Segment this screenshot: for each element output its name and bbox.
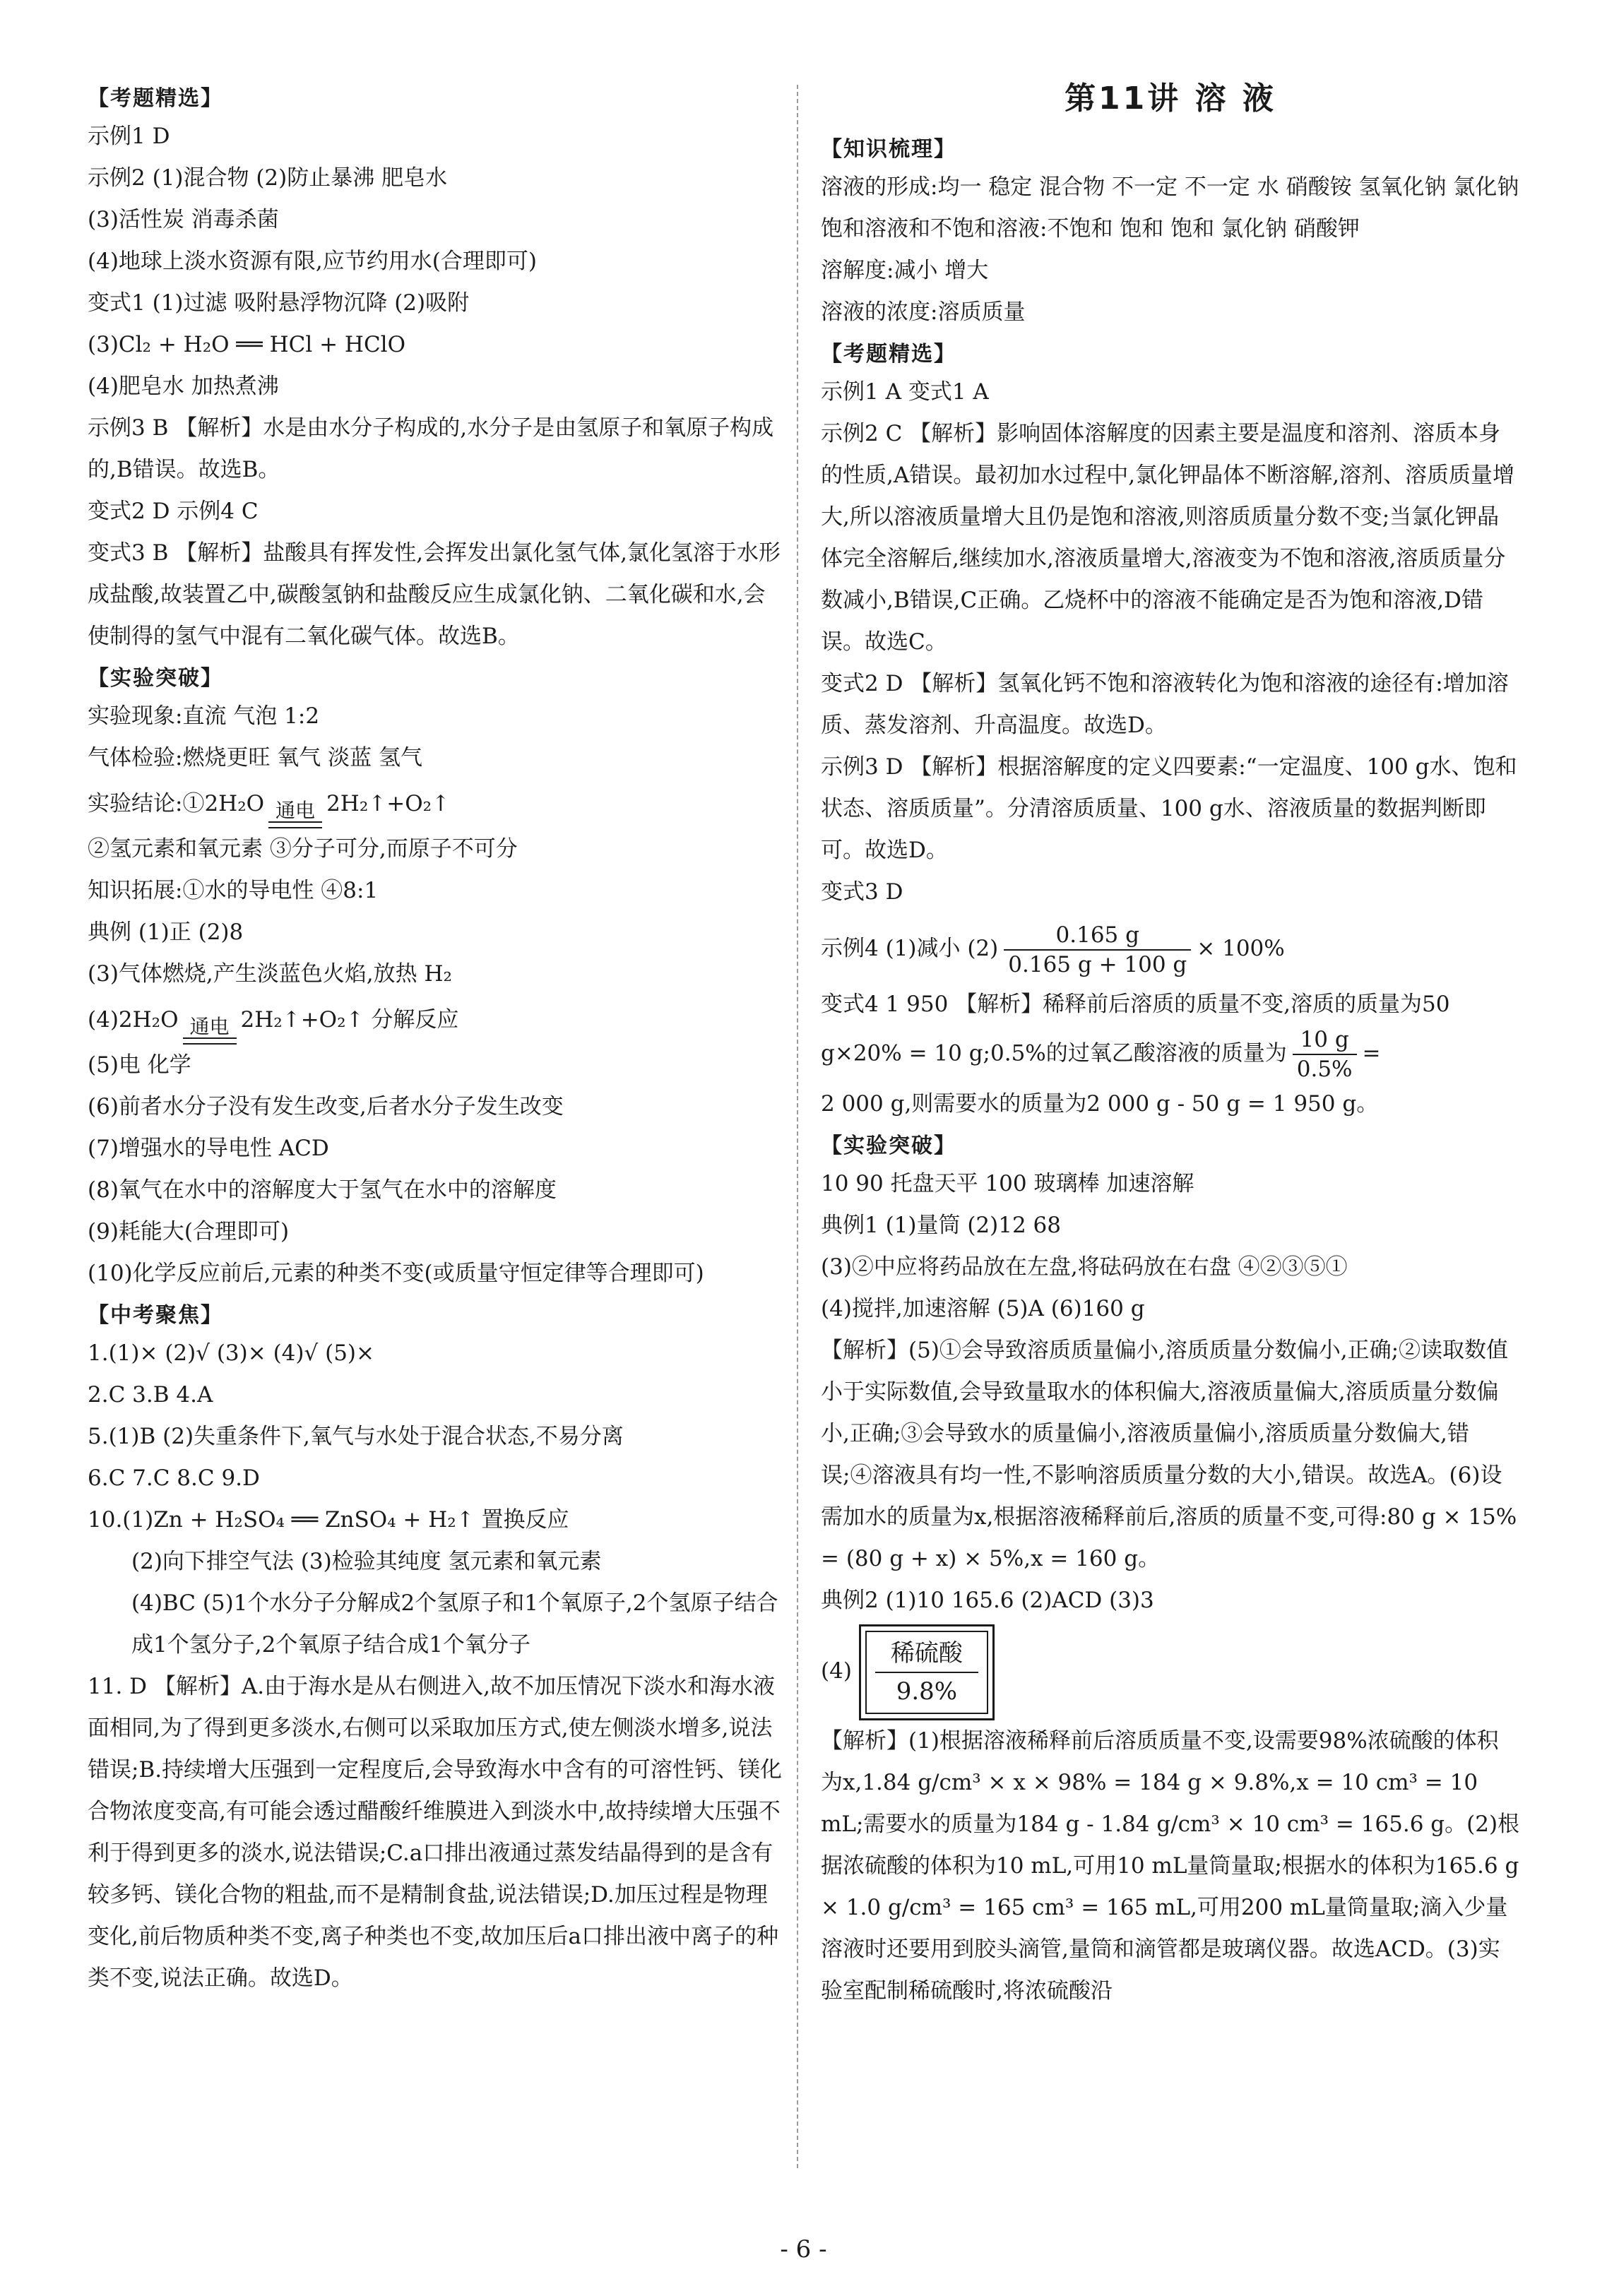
- answer-line: 2 000 g,则需要水的质量为2 000 g - 50 g = 1 950 g。: [821, 1091, 1379, 1117]
- answer-line: 示例1 A 变式1 A: [821, 379, 989, 405]
- answer-paragraph: 【解析】(5)①会导致溶质质量偏小,溶质质量分数偏小,正确;②读取数值小于实际数值,会导致量取水的体积偏大,溶液质量偏大,溶质质量分数偏小,正确;③会导致水的质量偏小,溶液质量偏小,溶质质量分数偏大,错误;④溶液具有均一性,不影响溶质质量分数的大小,错误。故选A。(6)设需加水的质量为x,根据溶液稀释前后,溶质的质量不变,可得:80 g × 15% = (80 g + x) × 5%,x = 160 g。: [821, 1338, 1517, 1571]
- column-divider: [797, 85, 798, 2168]
- answer-line: (4)肥皂水 加热煮沸: [88, 374, 279, 399]
- right-column: [821, 78, 1520, 2012]
- reaction-condition: 通电: [183, 1016, 237, 1045]
- answer-line: (3)活性炭 消毒杀菌: [88, 207, 279, 232]
- answer-line: (3)②中应将药品放在左盘,将砝码放在右盘 ④②③⑤①: [821, 1254, 1348, 1280]
- answer-line: (8)氧气在水中的溶解度大于氢气在水中的溶解度: [88, 1177, 557, 1203]
- answer-line: 6.C 7.C 8.C 9.D: [88, 1465, 260, 1491]
- fraction-tail: × 100%: [1197, 936, 1285, 961]
- answer-line: 示例1 D: [88, 124, 170, 149]
- equation-right: 2H₂↑+O₂↑: [326, 791, 451, 816]
- answer-paragraph: 饱和溶液和不饱和溶液:不饱和 饱和 饱和 氯化钠 硝酸钾: [821, 216, 1360, 242]
- page-number: - 6 -: [780, 2235, 827, 2264]
- answer-line: (3)气体燃烧,产生淡蓝色火焰,放热 H₂: [88, 961, 452, 987]
- answer-line: (2)向下排空气法 (3)检验其纯度 氢元素和氧元素: [131, 1549, 602, 1574]
- answer-line: 1.(1)× (2)√ (3)× (4)√ (5)×: [88, 1340, 374, 1366]
- answer-paragraph: 示例2 C 【解析】影响固体溶解度的因素主要是温度和溶剂、溶质本身的性质,A错误。最初加水过程中,氯化钾晶体不断溶解,溶剂、溶质质量增大,所以溶液质量增大且仍是饱和溶液,则溶质质量分数不变;当氯化钾晶体完全溶解后,继续加水,溶液质量增大,溶液变为不饱和溶液,溶质质量分数减小,B错误,C正确。乙烧杯中的溶液不能确定是否为饱和溶液,D错误。故选C。: [821, 421, 1514, 655]
- paragraph-text: 变式4 1 950 【解析】稀释前后溶质的质量不变,溶质的质量为50 g×20% = 10 g;0.5%的过氧乙酸溶液的质量为: [821, 992, 1450, 1066]
- answer-line: 5.(1)B (2)失重条件下,氧气与水处于混合状态,不易分离: [88, 1424, 624, 1449]
- answer-line: 2.C 3.B 4.A: [88, 1382, 213, 1408]
- equation-line: (3)Cl₂ + H₂O ══ HCl + HClO: [88, 332, 405, 357]
- answer-line: 变式1 (1)过滤 吸附悬浮物沉降 (2)吸附: [88, 290, 470, 316]
- answer-line: (7)增强水的导电性 ACD: [88, 1136, 329, 1161]
- answer-line: 典例 (1)正 (2)8: [88, 920, 244, 945]
- answer-paragraph: (10)化学反应前后,元素的种类不变(或质量守恒定律等合理即可): [88, 1261, 704, 1286]
- section-heading: 【考题精选】: [821, 342, 956, 367]
- answer-line: 溶解度:减小 增大: [821, 258, 989, 283]
- section-heading: 【中考聚焦】: [88, 1303, 223, 1328]
- equation-line: [88, 779, 784, 828]
- answer-line: 典例2 (1)10 165.6 (2)ACD (3)3: [821, 1588, 1154, 1613]
- answer-paragraph: 变式3 B 【解析】盐酸具有挥发性,会挥发出氯化氢气体,氯化氢溶于水形成盐酸,故装置乙中,碳酸氢钠和盐酸反应生成氯化钠、二氧化碳和水,会使制得的氢气中混有二氧化碳气体。故选B。: [88, 540, 781, 649]
- left-column: [88, 78, 784, 1999]
- equation-left: (4)2H₂O: [88, 1007, 179, 1033]
- answer-line: (4)地球上淡水资源有限,应节约用水(合理即可): [88, 249, 537, 274]
- answer-line: ②氢元素和氧元素 ③分子可分,而原子不可分: [88, 836, 518, 862]
- reaction-condition: 通电: [268, 800, 322, 828]
- equation-line: [88, 995, 784, 1045]
- answer-line: 变式2 D 示例4 C: [88, 499, 259, 524]
- answer-paragraph: 变式2 D 【解析】氢氧化钙不饱和溶液转化为饱和溶液的途径有:增加溶质、蒸发溶剂、升高温度。故选D。: [821, 671, 1509, 738]
- fraction: $\frac{10 g}{0.5\%}$: [1293, 1025, 1357, 1083]
- reagent-label: [859, 1624, 995, 1720]
- answer-line: 典例1 (1)量筒 (2)12 68: [821, 1213, 1062, 1238]
- label-line: [821, 1622, 1520, 1720]
- fraction-line: [821, 913, 1520, 984]
- section-heading: 【知识梳理】: [821, 137, 956, 162]
- equation-right: 2H₂↑+O₂↑ 分解反应: [240, 1007, 459, 1033]
- fraction-lead: 示例4 (1)减小 (2): [821, 936, 999, 961]
- answer-paragraph: [821, 984, 1520, 1083]
- answer-paragraph: 溶液的形成:均一 稳定 混合物 不一定 不一定 水 硝酸铵 氢氧化钠 氯化钠: [821, 174, 1519, 200]
- section-heading: 【实验突破】: [88, 666, 223, 691]
- answer-paragraph: (4)BC (5)1个水分子分解成2个氢原子和1个氧原子,2个氢原子结合成1个氢分子,2个氧原子结合成1个氧分子: [131, 1590, 778, 1658]
- answer-line: 10 90 托盘天平 100 玻璃棒 加速溶解: [821, 1171, 1194, 1196]
- answer-line: (6)前者水分子没有发生改变,后者水分子发生改变: [88, 1094, 564, 1119]
- answer-line: 溶液的浓度:溶质质量: [821, 299, 1026, 325]
- chapter-title: 第11讲 溶 液: [1065, 81, 1276, 117]
- answer-line: 实验现象:直流 气泡 1:2: [88, 703, 320, 729]
- item-number: (4): [821, 1658, 852, 1684]
- answer-line: (4)搅拌,加速溶解 (5)A (6)160 g: [821, 1296, 1145, 1321]
- paragraph-text: =: [1362, 1040, 1381, 1066]
- label-name: 稀硫酸: [890, 1638, 963, 1667]
- section-heading: 【实验突破】: [821, 1134, 956, 1158]
- answer-paragraph: 11. D 【解析】A.由于海水是从右侧进入,故不加压情况下淡水和海水液面相同,为了得到更多淡水,右侧可以采取加压方式,使左侧淡水增多,说法错误;B.持续增大压强到一定程度后,会导致海水中含有的可溶性钙、镁化合物浓度变高,有可能会透过醋酸纤维膜进入到淡水中,故持续增大压强不利于得到更多的淡水,说法错误;C.a口排出液通过蒸发结晶得到的是含有较多钙、镁化合物的粗盐,而不是精制食盐,说法错误;D.加压过程是物理变化,前后物质种类不变,离子种类也不变,故加压后a口排出液中离子的种类不变,说法正确。故选D。: [88, 1674, 782, 1991]
- section-heading: 【考题精选】: [88, 86, 223, 111]
- answer-paragraph: 【解析】(1)根据溶液稀释前后溶质质量不变,设需要98%浓硫酸的体积为x,1.84 g/cm³ × x × 98% = 184 g × 9.8%,x = 10 cm³ = 10 mL;需要水的质量为184 g - 1.84 g/cm³ × 10 cm³ = 165.6 g。(2)根据浓硫酸的体积为10 mL,可用10 mL量筒量取;根据水的体积为165.6 g × 1.0 g/cm³ = 165 cm³ = 165 mL,可用200 mL量筒量取;滴入少量溶液时还要用到胶头滴管,量筒和滴管都是玻璃仪器。故选ACD。(3)实验室配制稀硫酸时,将浓硫酸沿: [821, 1728, 1520, 2004]
- answer-line: 变式3 D: [821, 879, 903, 905]
- fraction: $\frac{0.165 g}{0.165 g + 100 g}$: [1004, 921, 1191, 979]
- equation-line: 10.(1)Zn + H₂SO₄ ══ ZnSO₄ + H₂↑ 置换反应: [88, 1507, 569, 1533]
- label-concentration: 9.8%: [896, 1677, 958, 1706]
- equation-left: 实验结论:①2H₂O: [88, 791, 265, 816]
- answer-paragraph: 示例3 D 【解析】根据溶解度的定义四要素:“一定温度、100 g水、饱和状态、溶质质量”。分清溶质质量、100 g水、溶液质量的数据判断即可。故选D。: [821, 754, 1517, 863]
- answer-line: 气体检验:燃烧更旺 氧气 淡蓝 氢气: [88, 745, 423, 771]
- answer-line: (5)电 化学: [88, 1052, 191, 1078]
- answer-line: 示例2 (1)混合物 (2)防止暴沸 肥皂水: [88, 165, 448, 191]
- answer-paragraph: 示例3 B 【解析】水是由水分子构成的,水分子是由氢原子和氧原子构成的,B错误。故选B。: [88, 415, 774, 482]
- answer-line: (9)耗能大(合理即可): [88, 1219, 290, 1244]
- answer-line: 知识拓展:①水的导电性 ④8:1: [88, 878, 379, 903]
